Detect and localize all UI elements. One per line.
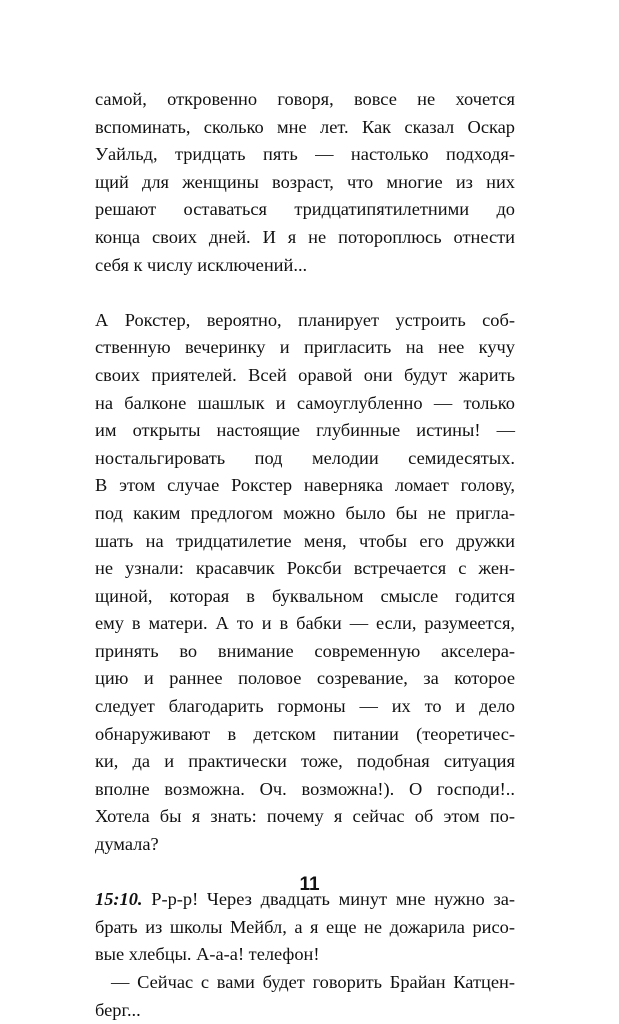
text-line: конца своих дней. И я не потороплюсь отнести <box>95 226 515 247</box>
text-line: им открыты настоящие глубинные истины! — <box>95 420 515 441</box>
text-line: Уайльд, тридцать пять — настолько подходя- <box>95 144 515 165</box>
text-line: самой, откровенно говоря, вовсе не хочется <box>95 89 515 109</box>
text-line: — Сейчас с вами будет говорить Брайан Катцен- <box>111 972 515 992</box>
text-line: своих приятелей. Всей оравой они будут жарить <box>95 364 515 385</box>
text-line: шать на тридцатилетие меня, чтобы его дружки <box>95 530 515 551</box>
text-line: цию и раннее половое созревание, за которое <box>95 668 515 689</box>
text-line: ностальгировать под мелодии семидесятых. <box>95 447 515 468</box>
text-line: не узнали: красавчик Роксби встречается с жен- <box>95 558 515 579</box>
text-line: брать из школы Мейбл, а я еще не дожарила рисо- <box>95 916 515 937</box>
text-line: Хотела бы я знать: почему я сейчас об этом по- <box>95 806 515 827</box>
text-line: вспоминать, сколько мне лет. Как сказал Оскар <box>95 116 515 137</box>
text-line: на балконе шашлык и самоуглубленно — только <box>95 392 515 413</box>
text-line: ки, да и практически тоже, подобная ситуация <box>95 751 515 772</box>
text-line: себя к числу исключений... <box>95 254 308 275</box>
entry-time: 15:10. <box>95 889 143 910</box>
text-line: следует благодарить гормоны — их то и дело <box>95 696 515 717</box>
text-line: принять во внимание современную акселера- <box>95 640 515 661</box>
text-line: щий для женщины возраст, что многие из них <box>95 171 515 192</box>
text-line: ему в матери. А то и в бабки — если, разумеется, <box>95 613 515 634</box>
text-line: под каким предлогом можно было бы не пригла- <box>95 502 515 523</box>
diary-entry <box>95 886 515 969</box>
text-line: вые хлебцы. А-а-а! телефон! <box>95 944 320 965</box>
text-line: А Рокстер, вероятно, планирует устроить соб- <box>95 309 515 330</box>
text-line: обнаруживают в детском питании (теоретичес- <box>95 723 515 744</box>
dialogue <box>95 969 515 1024</box>
paragraph-1 <box>95 86 515 279</box>
entry-text: Р-р-р! Через двадцать минут мне нужно за- <box>142 889 515 910</box>
text-line: щиной, которая в буквальном смысле годится <box>95 585 515 606</box>
page-number: 11 <box>299 874 320 895</box>
text-line: вполне возможна. Оч. возможна!). О господи!.. <box>95 778 515 799</box>
text-line: ственную вечеринку и пригласить на нее кучу <box>95 337 515 358</box>
text-line: В этом случае Рокстер наверняка ломает голову, <box>95 475 515 496</box>
text-line: берг... <box>95 999 141 1020</box>
text-line: решают оставаться тридцатипятилетними до <box>95 199 515 220</box>
paragraph-2 <box>95 307 515 859</box>
text-line: думала? <box>95 834 159 855</box>
paragraph-gap <box>95 279 515 307</box>
